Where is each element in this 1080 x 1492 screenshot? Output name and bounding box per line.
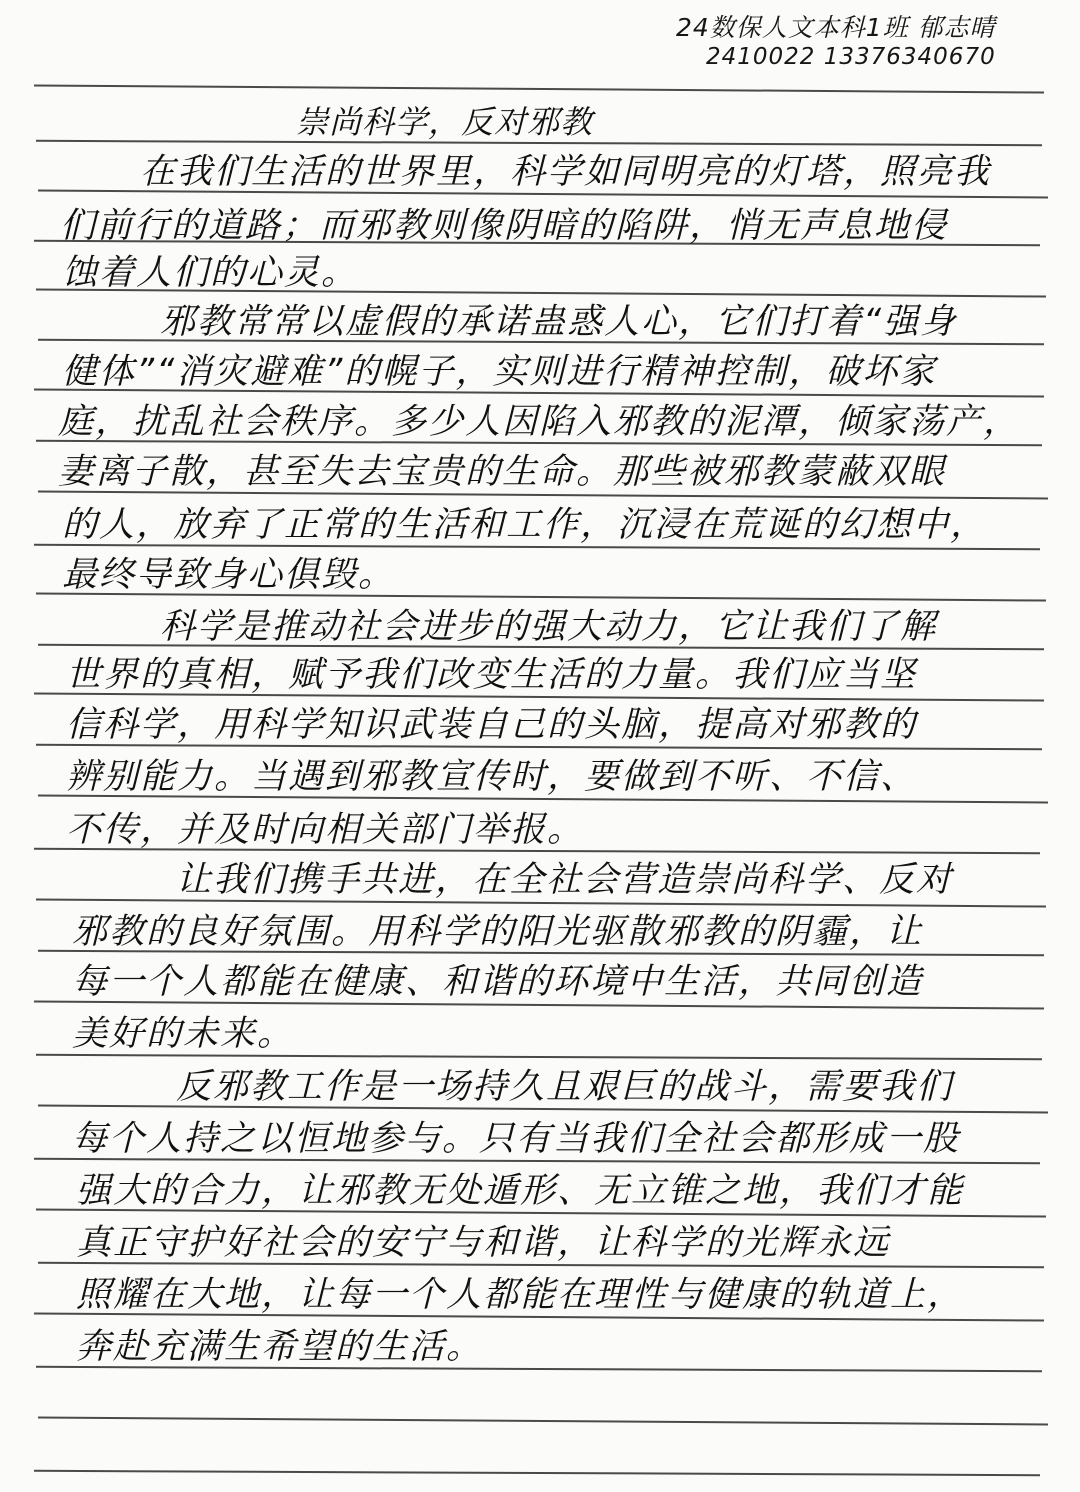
essay-line-13: 辨别能力。当遇到邪教宣传时，要做到不听、不信、 xyxy=(66,757,918,797)
ruled-line xyxy=(34,84,1044,93)
header-class-name: 24数保人文本科1班 郁志晴 xyxy=(676,13,996,42)
essay-line-11: 世界的真相，赋予我们改变生活的力量。我们应当坚 xyxy=(66,655,918,695)
essay-line-16: 邪教的良好氛围。用科学的阳光驱散邪教的阴霾，让 xyxy=(72,912,924,952)
essay-line-22: 真正守护好社会的安宁与和谐，让科学的光辉永远 xyxy=(76,1223,891,1263)
essay-line-24: 奔赴充满生希望的生活。 xyxy=(76,1327,484,1367)
essay-line-21: 强大的合力，让邪教无处遁形、无立锥之地，我们才能 xyxy=(76,1171,965,1211)
essay-line-6: 庭，扰乱社会秩序。多少人因陷入邪教的泥潭，倾家荡产， xyxy=(58,402,1021,442)
ruled-line xyxy=(38,1416,1048,1425)
essay-line-23: 照耀在大地，让每一个人都能在理性与健康的轨道上， xyxy=(76,1275,965,1315)
essay-line-12: 信科学，用科学知识武装自己的头脑，提高对邪教的 xyxy=(66,705,918,745)
essay-line-3: 蚀着人们的心灵。 xyxy=(62,253,359,293)
essay-line-15: 让我们携手共进，在全社会营造崇尚科学、反对 xyxy=(176,860,954,900)
essay-line-5: 健体”“消灾避难”的幌子，实则进行精神控制，破坏家 xyxy=(62,352,937,392)
essay-line-2: 们前行的道路；而邪教则像阴暗的陷阱，悄无声息地侵 xyxy=(60,206,949,246)
essay-line-9: 最终导致身心俱毁。 xyxy=(62,555,396,595)
essay-line-1: 在我们生活的世界里，科学如同明亮的灯塔，照亮我 xyxy=(140,152,992,192)
essay-line-18: 美好的未来。 xyxy=(72,1014,295,1054)
essay-line-8: 的人，放弃了正常的生活和工作，沉浸在荒诞的幻想中， xyxy=(62,505,988,545)
ruled-line xyxy=(34,1470,1040,1476)
header-id-phone: 2410022 13376340670 xyxy=(706,44,996,70)
essay-line-10: 科学是推动社会进步的强大动力，它让我们了解 xyxy=(160,607,938,647)
essay-line-19: 反邪教工作是一场持久且艰巨的战斗，需要我们 xyxy=(176,1067,954,1107)
ruled-line xyxy=(36,1054,1042,1060)
essay-title: 崇尚科学，反对邪教 xyxy=(296,103,594,141)
essay-line-7: 妻离子散，甚至失去宝贵的生命。那些被邪教蒙蔽双眼 xyxy=(58,452,947,492)
essay-line-20: 每个人持之以恒地参与。只有当我们全社会都形成一股 xyxy=(72,1119,961,1159)
essay-line-14: 不传，并及时向相关部门举报。 xyxy=(66,810,585,850)
essay-line-17: 每一个人都能在健康、和谐的环境中生活，共同创造 xyxy=(72,962,924,1002)
essay-line-4: 邪教常常以虚假的承诺蛊惑人心，它们打着“强身 xyxy=(160,302,958,342)
